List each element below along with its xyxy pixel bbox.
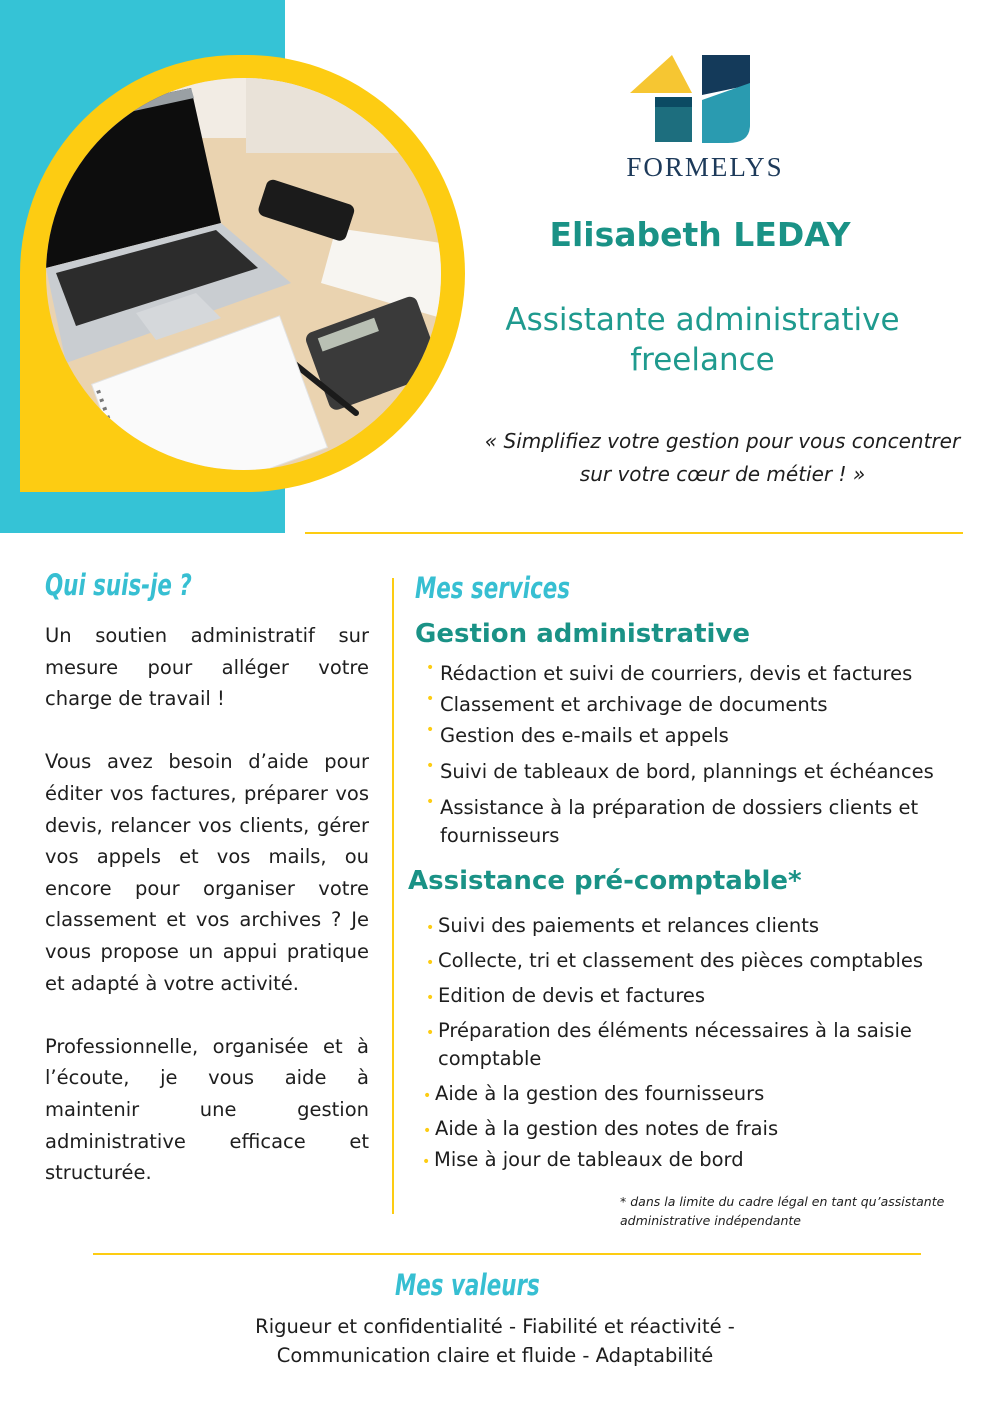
- desk-photo: [46, 78, 441, 470]
- accounting-services-heading: Assistance pré-comptable*: [408, 866, 802, 896]
- bottom-divider: [93, 1253, 921, 1255]
- values-line1: Rigueur et confidentialité - Fiabilité et réactivité -: [255, 1315, 735, 1338]
- list-item: • Collecte, tri et classement des pièces comptables: [438, 947, 938, 975]
- list-item: • Préparation des éléments nécessaires à la saisie comptable: [426, 1019, 912, 1070]
- bullet-icon: •: [423, 1123, 432, 1139]
- bullet-icon: •: [426, 920, 435, 936]
- list-item: • Mise à jour de tableaux de bord: [434, 1146, 938, 1174]
- job-title: [475, 300, 930, 380]
- brand-name: FORMELYS: [626, 152, 784, 182]
- bullet-icon: •: [423, 1088, 432, 1104]
- bullet-icon: •: [426, 794, 435, 810]
- person-name: Elisabeth LEDAY: [549, 215, 851, 254]
- bullet-icon: •: [426, 955, 435, 971]
- bullet-icon: •: [426, 691, 435, 707]
- accounting-services-list: [422, 912, 938, 1174]
- quote-line1: « Simplifiez votre gestion pour vous concentrer: [484, 429, 961, 453]
- about-paragraph: Vous avez besoin d’aide pour éditer vos factures, préparer vos devis, relancer vos clients, gérer vos appels et vos mails, ou encore pour organiser votre classement et vos archives ? Je vous propose un appui pratique et adapté à votre activité.: [45, 750, 369, 995]
- column-divider: [392, 578, 394, 1214]
- list-item: • Aide à la gestion des notes de frais: [435, 1115, 938, 1143]
- list-item: • Rédaction et suivi de courriers, devis et factures: [440, 660, 940, 688]
- list-item: • Gestion des e-mails et appels: [440, 722, 940, 750]
- list-item: • Edition de devis et factures: [438, 982, 938, 1010]
- about-text: [45, 620, 369, 1220]
- about-paragraph: Professionnelle, organisée et à l’écoute, je vous aide à maintenir une gestion administrative efficace et structurée.: [45, 1034, 369, 1185]
- list-item: • Suivi des paiements et relances clients: [438, 912, 938, 940]
- list-item: • Aide à la gestion des fournisseurs: [435, 1080, 938, 1108]
- bullet-icon: •: [422, 1154, 431, 1170]
- values-heading: Mes valeurs: [395, 1268, 540, 1302]
- services-heading: Mes services: [415, 571, 571, 605]
- desk-illustration: [46, 78, 441, 470]
- about-paragraph: Un soutien administratif sur mesure pour alléger votre charge de travail !: [45, 624, 369, 711]
- job-title-line2: freelance: [630, 342, 775, 378]
- tagline-quote: [470, 425, 975, 491]
- values-line2: Communication claire et fluide - Adaptabilité: [276, 1344, 714, 1367]
- bullet-icon: •: [426, 722, 435, 738]
- bullet-icon: •: [426, 758, 435, 774]
- admin-services-list: [426, 660, 940, 850]
- job-title-line1: Assistante administrative: [505, 302, 900, 338]
- bullet-icon: •: [426, 660, 435, 676]
- quote-line2: sur votre cœur de métier ! »: [579, 462, 866, 486]
- about-heading: Qui suis-je ?: [45, 568, 192, 602]
- bullet-icon: •: [426, 990, 435, 1006]
- list-item: • Suivi de tableaux de bord, plannings et échéances: [440, 758, 940, 786]
- footnote: * dans la limite du cadre légal en tant qu’assistante administrative indépendante: [620, 1194, 945, 1228]
- list-item: • Assistance à la préparation de dossiers clients et fournisseurs: [440, 794, 940, 850]
- values-text: [150, 1312, 840, 1370]
- list-item: • Classement et archivage de documents: [440, 691, 940, 719]
- top-divider: [305, 532, 963, 534]
- bullet-icon: •: [426, 1025, 435, 1041]
- admin-services-heading: Gestion administrative: [415, 619, 750, 649]
